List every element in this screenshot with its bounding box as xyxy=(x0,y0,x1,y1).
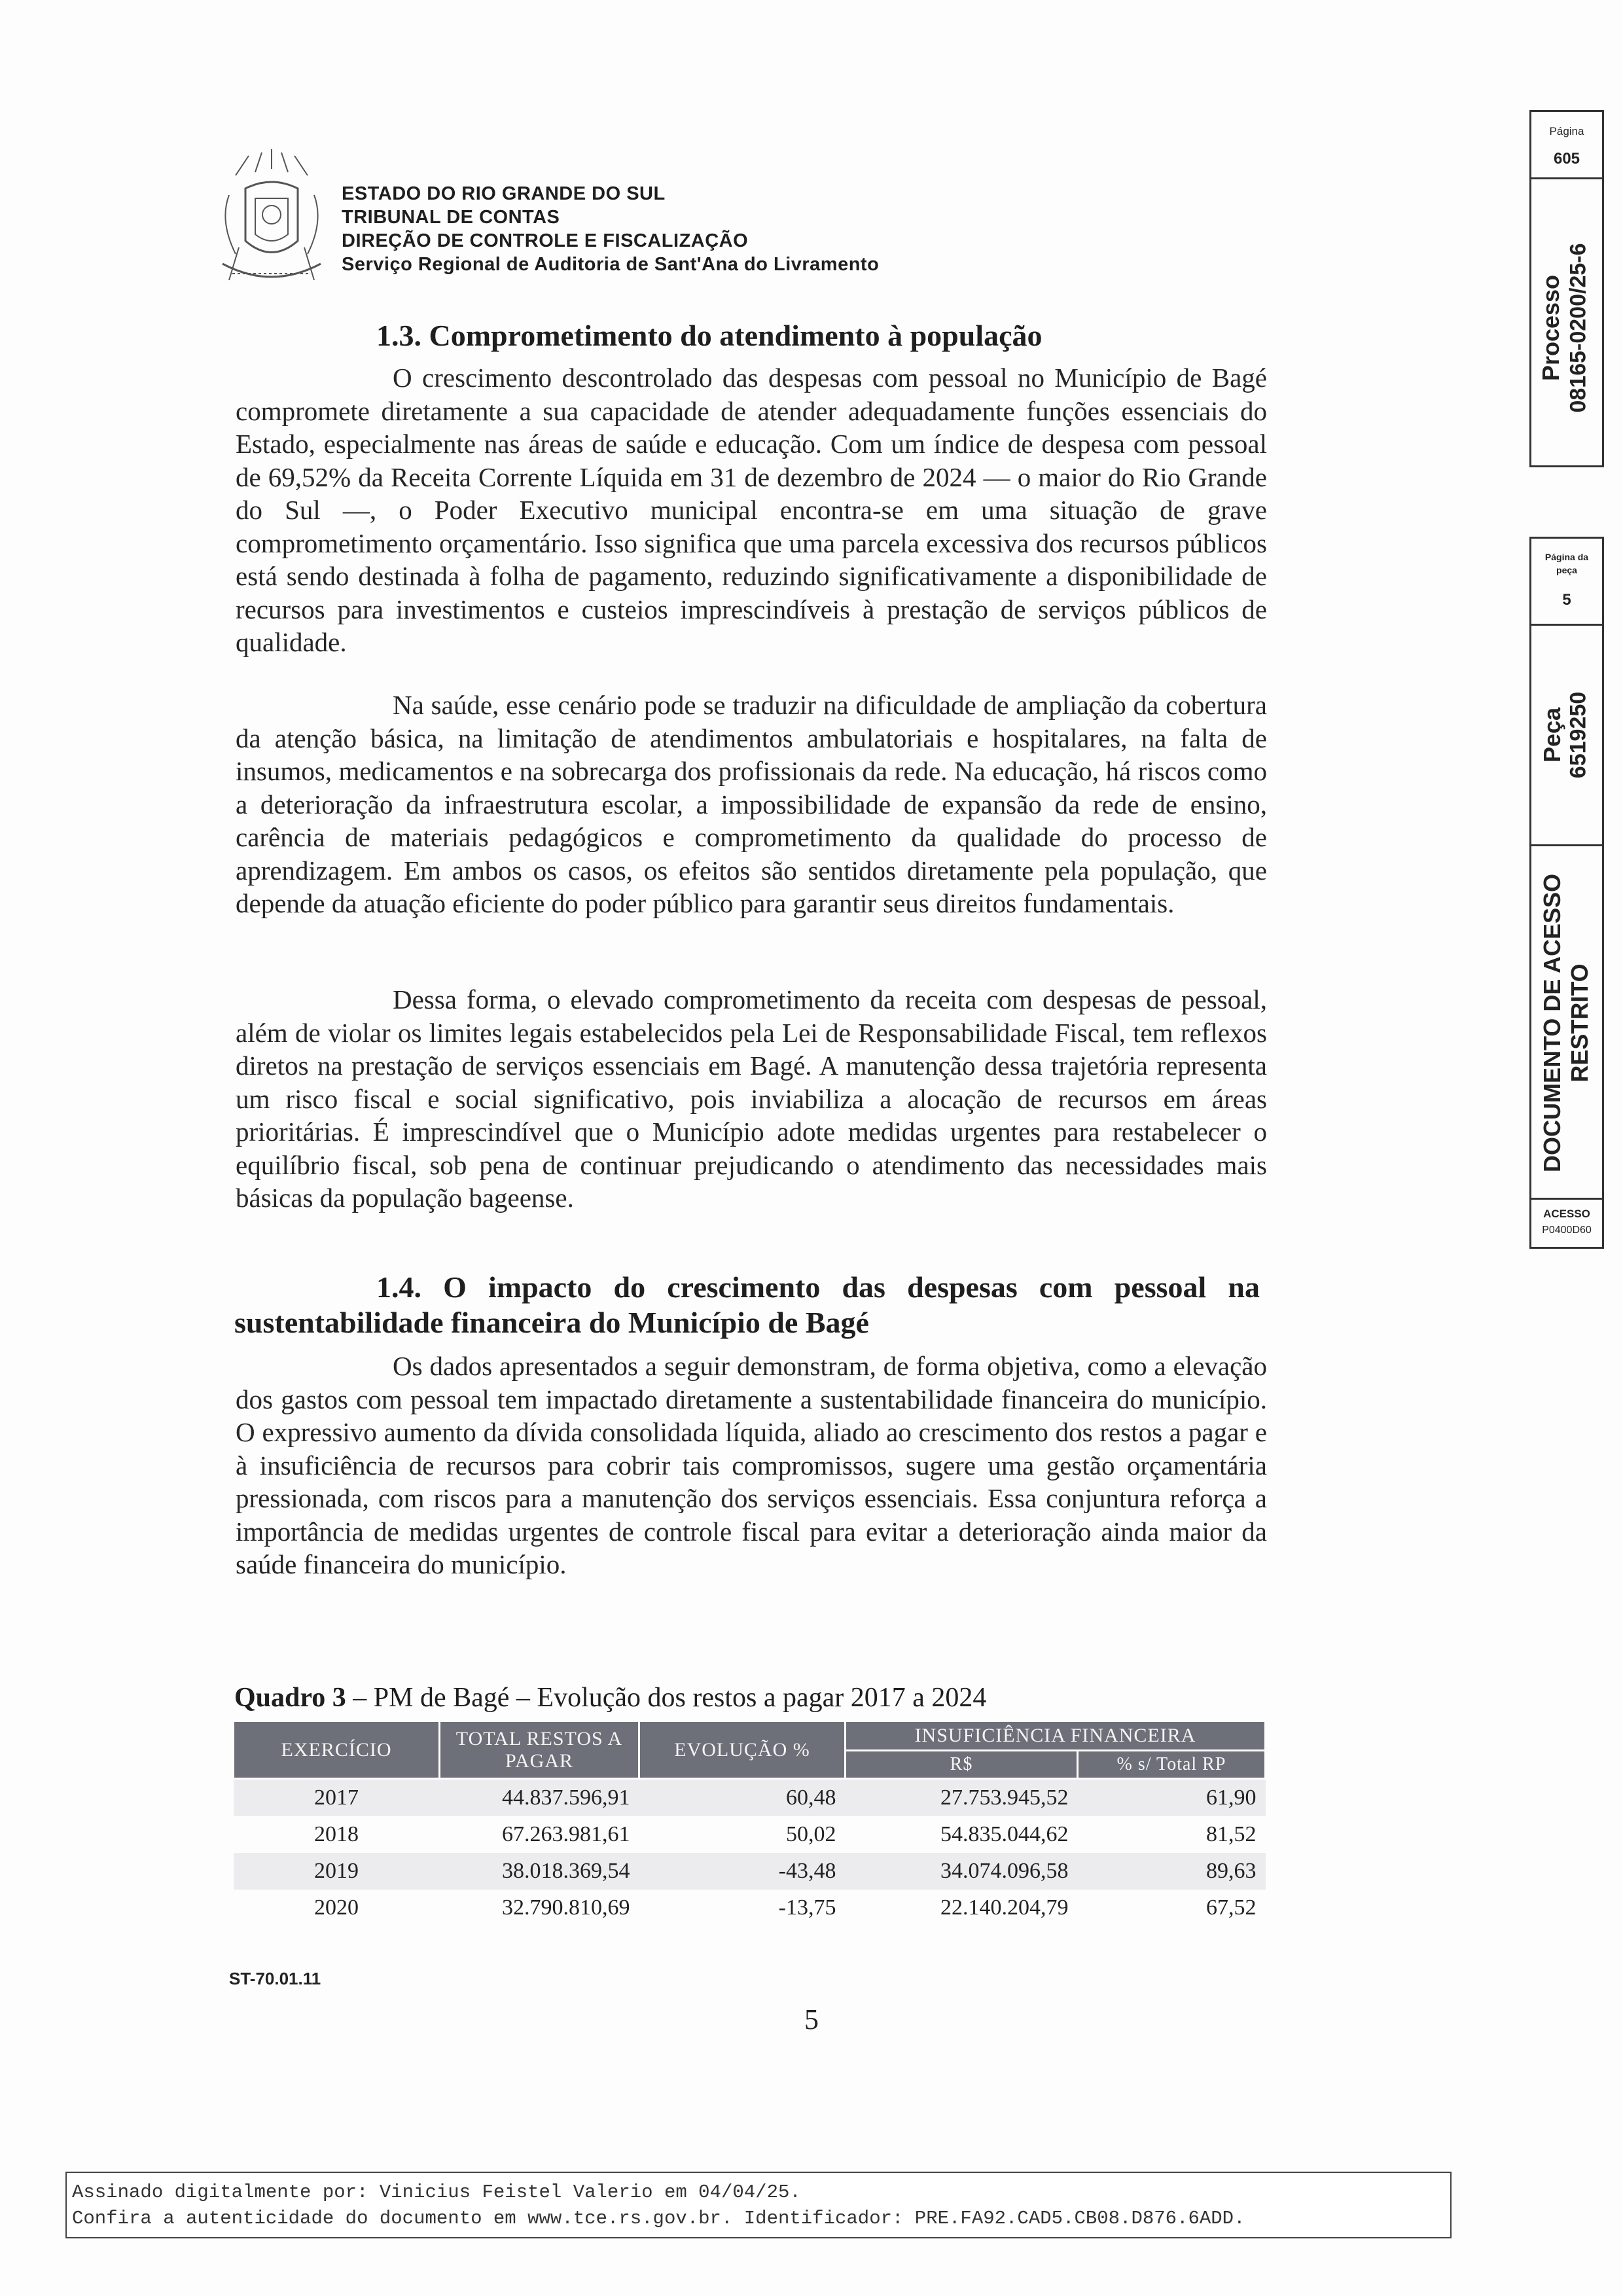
cell-rs: 27.753.945,52 xyxy=(846,1779,1078,1817)
cell-pct: 61,90 xyxy=(1078,1779,1266,1817)
table-caption xyxy=(234,1682,986,1713)
stamp-pagina-peca-label-2: peça xyxy=(1556,565,1577,575)
table-caption-label: Quadro 3 xyxy=(234,1683,346,1713)
table-caption-text: – PM de Bagé – Evolução dos restos a pagar 2017 a 2024 xyxy=(346,1683,987,1713)
cell-evolucao: 50,02 xyxy=(639,1816,846,1853)
stamp-pagina-peca-value: 5 xyxy=(1562,591,1571,609)
digital-signature-box xyxy=(65,2172,1452,2238)
cell-ano: 2020 xyxy=(234,1890,440,1926)
cell-ano: 2017 xyxy=(234,1779,440,1817)
stamp-processo-label: Processo xyxy=(1537,274,1564,382)
stamp-doc-line2: RESTRITO xyxy=(1566,963,1593,1083)
cell-total: 67.263.981,61 xyxy=(440,1816,639,1853)
restos-a-pagar-table xyxy=(232,1720,1266,1926)
stamp-access xyxy=(1529,1198,1604,1249)
stamp-piece xyxy=(1529,537,1604,848)
section-title-1-4-line1: 1.4. O impacto do crescimento das despesas com pessoal na xyxy=(376,1270,1260,1304)
stamp-pagina-peca-label-1: Página da xyxy=(1544,552,1589,562)
stamp-peca-label: Peça xyxy=(1539,707,1565,763)
cell-ano: 2019 xyxy=(234,1853,440,1890)
table-row xyxy=(234,1853,1266,1890)
stamp-pagina-value: 605 xyxy=(1553,150,1580,168)
col-exercicio: EXERCÍCIO xyxy=(234,1721,440,1779)
col-total-restos: TOTAL RESTOS A PAGAR xyxy=(440,1721,639,1779)
header-service: Serviço Regional de Auditoria de Sant'Ana do Livramento xyxy=(342,254,880,275)
cell-evolucao: -43,48 xyxy=(639,1853,846,1890)
page-number: 5 xyxy=(804,2003,819,2036)
cell-evolucao: 60,48 xyxy=(639,1779,846,1817)
header-state: ESTADO DO RIO GRANDE DO SUL xyxy=(342,183,666,204)
cell-ano: 2018 xyxy=(234,1816,440,1853)
stamp-restricted xyxy=(1529,844,1604,1202)
col-rs: R$ xyxy=(846,1751,1078,1779)
cell-rs: 54.835.044,62 xyxy=(846,1816,1078,1853)
paragraph-4: Os dados apresentados a seguir demonstram, de forma objetiva, como a elevação dos gastos com pessoal tem impactado diretamente a sustentabilidade financeira do município. O expressivo aumento da dívida consolidada líquida, aliado ao crescimento dos restos a pagar e à insuficiência de recursos para cobrir tais compromissos, sugere uma gestão orçamentária pressionada, com riscos para a manutenção dos serviços essenciais. Essa conjuntura reforça a importância de medidas urgentes de controle fiscal para evitar a deterioração ainda maior da saúde financeira do município. xyxy=(236,1351,1267,1579)
signature-line-1: Assinado digitalmente por: Vinicius Feistel Valerio em 04/04/25. xyxy=(72,2181,801,2203)
table-row xyxy=(234,1816,1266,1853)
header-directorate: DIREÇÃO DE CONTROLE E FISCALIZAÇÃO xyxy=(342,230,749,251)
col-insuficiencia: INSUFICIÊNCIA FINANCEIRA xyxy=(846,1721,1266,1751)
institution-header xyxy=(342,182,879,276)
col-evolucao: EVOLUÇÃO % xyxy=(639,1721,846,1779)
cell-evolucao: -13,75 xyxy=(639,1890,846,1926)
paragraph-1: O crescimento descontrolado das despesas com pessoal no Município de Bagé compromete diretamente a sua capacidade de atender adequadamente funções essenciais do Estado, especialmente nas áreas de saúde e educação. Com um índice de despesa com pessoal de 69,52% da Receita Corrente Líquida em 31 de dezembro de 2024 — o maior do Rio Grande do Sul —, o Poder Executivo municipal encontra-se em uma situação de grave comprometimento orçamentário. Isso significa que uma parcela excessiva dos recursos públicos está sendo destinada à folha de pagamento, reduzindo significativamente a disponibilidade de recursos para investimentos e custeios imprescindíveis à prestação de serviços públicos de qualidade. xyxy=(236,363,1267,657)
table-row xyxy=(234,1779,1266,1817)
form-code: ST-70.01.11 xyxy=(229,1969,321,1988)
coat-of-arms-logo xyxy=(209,149,334,300)
table-row xyxy=(234,1890,1266,1926)
cell-pct: 81,52 xyxy=(1078,1816,1266,1853)
stamp-doc-line1: DOCUMENTO DE ACESSO xyxy=(1539,873,1565,1173)
section-title-1-4-line2: sustentabilidade financeira do Município de Bagé xyxy=(234,1306,869,1339)
stamp-page-process xyxy=(1529,110,1604,467)
cell-total: 44.837.596,91 xyxy=(440,1779,639,1817)
paragraph-2: Na saúde, esse cenário pode se traduzir na dificuldade de ampliação da cobertura da atenção básica, na limitação de atendimentos ambulatoriais e hospitalares, na falta de insumos, medicamentos e na sobrecarga dos profissionais da rede. Na educação, há riscos como a deterioração da infraestrutura escolar, a impossibilidade de expansão da rede de ensino, carência de materiais pedagógicos e comprometimento da qualidade do processo de aprendizagem. Em ambos os casos, os efeitos são sentidos diretamente pela população, que depende da atuação eficiente do poder público para garantir seus direitos fundamentais. xyxy=(236,690,1267,918)
section-title-1-3: 1.3. Comprometimento do atendimento à população xyxy=(376,319,1043,352)
cell-pct: 89,63 xyxy=(1078,1853,1266,1890)
stamp-acesso-label: ACESSO xyxy=(1543,1208,1590,1220)
paragraph-3: Dessa forma, o elevado comprometimento da receita com despesas de pessoal, além de violar os limites legais estabelecidos pela Lei de Responsabilidade Fiscal, tem reflexos diretos na prestação de serviços essenciais em Bagé. A manutenção dessa trajetória representa um risco fiscal e social significativo, pois inviabiliza a alocação de recursos em áreas prioritárias. É imprescindível que o Município adote medidas urgentes para restabelecer o equilíbrio fiscal, sob pena de continuar prejudicando o atendimento das necessidades mais básicas da população bageense. xyxy=(236,984,1267,1213)
stamp-peca-value: 6519250 xyxy=(1565,691,1591,779)
stamp-pagina-label: Página xyxy=(1549,125,1584,137)
cell-rs: 34.074.096,58 xyxy=(846,1853,1078,1890)
col-pct-total: % s/ Total RP xyxy=(1078,1751,1266,1779)
cell-rs: 22.140.204,79 xyxy=(846,1890,1078,1926)
header-court: TRIBUNAL DE CONTAS xyxy=(342,207,560,228)
stamp-processo-value: 08165-0200/25-6 xyxy=(1565,243,1591,413)
cell-total: 32.790.810,69 xyxy=(440,1890,639,1926)
stamp-acesso-value: P0400D60 xyxy=(1542,1225,1592,1236)
cell-pct: 67,52 xyxy=(1078,1890,1266,1926)
cell-total: 38.018.369,54 xyxy=(440,1853,639,1890)
signature-line-2: Confira a autenticidade do documento em www.tce.rs.gov.br. Identificador: PRE.FA92.CAD5.CB08.D876.6ADD. xyxy=(72,2208,1245,2229)
